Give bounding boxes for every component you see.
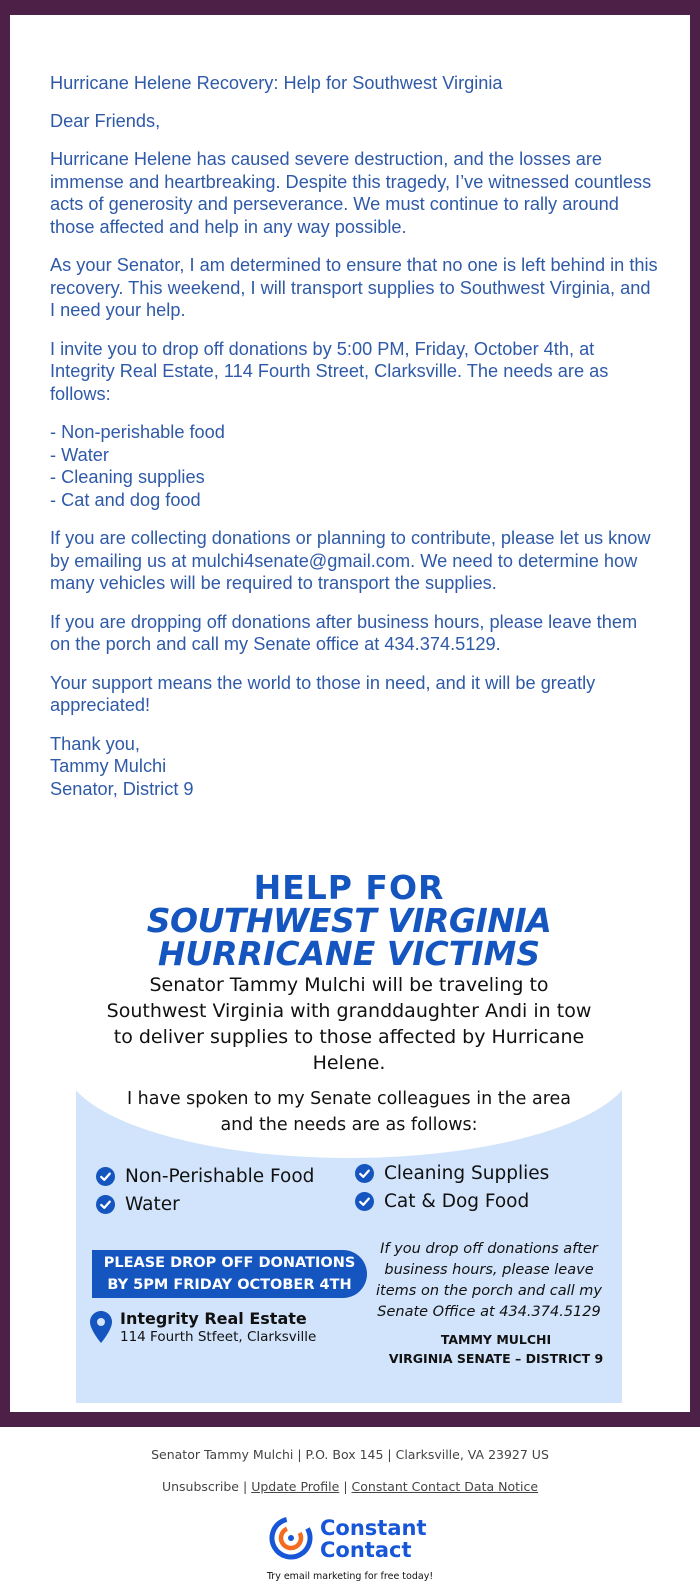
flyer-headline: HURRICANE VICTIMS bbox=[157, 934, 541, 973]
check-circle-icon bbox=[96, 1195, 115, 1214]
flyer-sig-title: VIRGINIA SENATE – DISTRICT 9 bbox=[388, 1351, 604, 1366]
brand-line: Contact bbox=[320, 1538, 412, 1562]
flyer-headline: SOUTHWEST VIRGINIA bbox=[146, 901, 552, 940]
flyer-need-label: Cleaning Supplies bbox=[384, 1163, 550, 1184]
flyer-need-item bbox=[96, 1166, 314, 1187]
letter-paragraph: If you are dropping off donations after business hours, please leave them on the porch and call my Senate office at 434.374.5129. bbox=[50, 611, 638, 654]
dropoff-line: BY 5PM FRIDAY OCTOBER 4TH bbox=[107, 1277, 352, 1293]
letter-signer-title: Senator, District 9 bbox=[50, 778, 194, 799]
list-item: - Water bbox=[50, 444, 109, 465]
separator: | bbox=[343, 1479, 348, 1494]
check-circle-icon bbox=[355, 1192, 374, 1211]
footer-links bbox=[0, 1479, 700, 1494]
letter-paragraph: Hurricane Helene has caused severe destruction, and the losses are immense and heartbreaking. Despite this tragedy, I’ve witnessed countless acts of generosity and perseverance. We must continue to rally around those affected and help in any way possible. bbox=[50, 149, 652, 237]
letter-paragraph: As your Senator, I am determined to ensure that no one is left behind in this recovery. This weekend, I will transport supplies to Southwest Virginia, and I need your help. bbox=[50, 255, 658, 320]
dropoff-banner bbox=[92, 1250, 367, 1298]
letter-paragraph: I invite you to drop off donations by 5:00 PM, Friday, October 4th, at Integrity Real Estate, 114 Fourth Street, Clarksville. The needs are as follows: bbox=[50, 338, 609, 404]
letter-paragraph: Your support means the world to those in need, and it will be greatly appreciated! bbox=[50, 672, 596, 715]
venue-name: Integrity Real Estate bbox=[120, 1309, 307, 1328]
constant-contact-logo-icon[interactable] bbox=[268, 1515, 314, 1561]
flyer-sig-name: TAMMY MULCHI bbox=[440, 1332, 552, 1347]
letter-closing: Thank you, bbox=[50, 733, 140, 754]
flyer-need-item bbox=[96, 1194, 180, 1215]
flyer-need-item bbox=[355, 1163, 549, 1184]
sender-address: Senator Tammy Mulchi | P.O. Box 145 | Clarksville, VA 23927 US bbox=[151, 1447, 549, 1462]
letter-body bbox=[50, 72, 660, 800]
flyer-signature bbox=[376, 1330, 616, 1368]
constant-contact-wordmark[interactable] bbox=[320, 1517, 427, 1561]
letter-signer: Tammy Mulchi bbox=[50, 756, 167, 776]
flyer-intro: Senator Tammy Mulchi will be traveling to Southwest Virginia with granddaughter Andi in tow to deliver supplies to those affected by Hurricane Helene. bbox=[106, 974, 592, 1074]
check-circle-icon bbox=[355, 1164, 374, 1183]
letter-greeting: Dear Friends, bbox=[50, 110, 161, 131]
map-pin-icon bbox=[90, 1311, 112, 1343]
flyer-need-label: Water bbox=[125, 1194, 180, 1215]
flyer-need-label: Cat & Dog Food bbox=[384, 1191, 530, 1212]
donation-flyer bbox=[76, 868, 622, 1403]
flyer-need-label: Non-Perishable Food bbox=[125, 1166, 315, 1187]
data-notice-link[interactable]: Constant Contact Data Notice bbox=[351, 1479, 539, 1494]
separator: | bbox=[243, 1479, 248, 1494]
list-item: - Cleaning supplies bbox=[50, 467, 205, 487]
dropoff-line: PLEASE DROP OFF DONATIONS bbox=[103, 1255, 356, 1271]
after-hours-note: If you drop off donations after business hours, please leave items on the porch and call my Senate Office at 434.374.5129 bbox=[376, 1241, 602, 1320]
unsubscribe-link[interactable]: Unsubscribe bbox=[161, 1479, 240, 1494]
letter-paragraph: If you are collecting donations or planning to contribute, please let us know by emailing us at mulchi4senate@gmail.com. We need to determine how many vehicles will be required to transport the supplies. bbox=[50, 528, 651, 593]
brand-line: Constant bbox=[320, 1516, 427, 1540]
flyer-need-item bbox=[355, 1191, 529, 1212]
flyer-headline: HELP FOR bbox=[253, 868, 445, 907]
flyer-needs-intro: I have spoken to my Senate colleagues in the area and the needs are as follows: bbox=[126, 1089, 572, 1135]
venue-address: 114 Fourth Stfeet, Clarksville bbox=[120, 1329, 317, 1345]
brand-tagline[interactable]: Try email marketing for free today! bbox=[266, 1571, 434, 1582]
list-item: - Non-perishable food bbox=[50, 422, 225, 442]
list-item: - Cat and dog food bbox=[50, 489, 201, 510]
needs-list bbox=[50, 421, 660, 511]
update-profile-link[interactable]: Update Profile bbox=[251, 1479, 340, 1494]
check-circle-icon bbox=[96, 1167, 115, 1186]
letter-title: Hurricane Helene Recovery: Help for Southwest Virginia bbox=[50, 73, 503, 93]
